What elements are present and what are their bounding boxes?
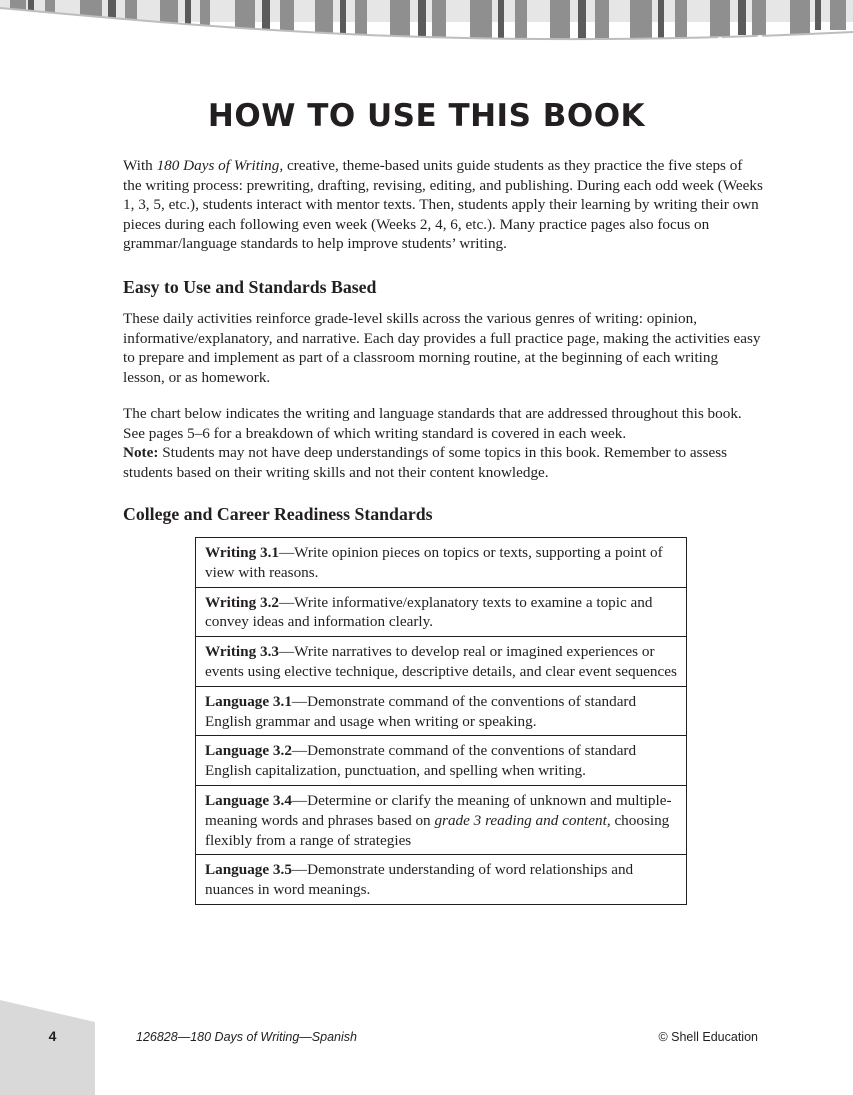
standard-row (196, 854, 686, 904)
standard-text-italic: grade 3 reading and content, (434, 811, 611, 829)
page-title: HOW TO USE THIS BOOK (207, 98, 646, 134)
standard-row (196, 587, 686, 637)
page-tab-decoration (0, 1000, 95, 1095)
footer-product-info: 126828—180 Days of Writing—Spanish (136, 1030, 357, 1044)
standard-code: Writing 3.1 (205, 544, 279, 561)
section-heading-standards: College and Career Readiness Standards (123, 504, 433, 524)
standards-table (195, 537, 687, 905)
chart-paragraph (123, 404, 763, 482)
standard-text: —Write opinion pieces on topics or texts, supporting a point of view with reasons. (205, 544, 663, 581)
standard-code: Language 3.2 (205, 742, 292, 760)
standard-row (196, 785, 686, 854)
header-banner-decoration (0, 0, 853, 60)
standard-row (196, 538, 686, 587)
intro-paragraph (123, 156, 763, 254)
note-text: Students may not have deep understandings of some topics in this book. Remember to assess students based on their writing skills and not their content knowledge. (123, 444, 728, 481)
standard-text: —Write narratives to develop real or imagined experiences or events using elective technique, descriptive details, and clear event sequences (205, 643, 677, 680)
standard-code: Language 3.1 (205, 692, 292, 710)
book-title: 180 Days of Writing, (156, 157, 284, 174)
standard-code: Language 3.4 (205, 791, 292, 809)
page-number: 4 (48, 1028, 57, 1044)
standard-code: Writing 3.2 (205, 593, 279, 611)
note-label: Note: (123, 444, 159, 461)
standard-text: —Demonstrate understanding of word relationships and nuances in word meanings. (205, 861, 634, 899)
standard-text: —Write informative/explanatory texts to examine a topic and convey ideas and information clearly. (205, 593, 653, 631)
intro-post: creative, theme-based units guide students as they practice the five steps of the writing process: prewriting, drafting, revising, editing, and publishing. During each odd week (Weeks 1, 3, 5, etc.), students interact with mentor texts. Then, students apply their learning by writing their own pieces during each following even week (Weeks 2, 4, 6, etc.). Many practice pages also focus on grammar/language standards to help improve students’ writing. (123, 157, 763, 252)
intro-pre: With (123, 157, 157, 174)
standard-text: —Determine or clarify the meaning of unknown and multiple-meaning words and phrases based on (205, 791, 672, 829)
standard-code: Language 3.5 (205, 861, 292, 879)
footer-publisher: © Shell Education (658, 1030, 758, 1044)
standard-row (196, 686, 686, 736)
standard-text-end: choosing flexibly from a range of strategies (205, 811, 670, 849)
easy-to-use-paragraph: These daily activities reinforce grade-level skills across the various genres of writing: opinion, informative/explanatory, and narrative. Each day provides a full practice page, making the activities easy to prepare and implement as part of a classroom morning routine, at the beginning of each writing lesson, or as homework. (123, 310, 761, 386)
standard-text: —Demonstrate command of the conventions of standard English grammar and usage when writing or speaking. (205, 692, 637, 730)
section-heading-easy-to-use: Easy to Use and Standards Based (123, 277, 377, 297)
standard-row (196, 636, 686, 686)
chart-intro-text: The chart below indicates the writing and language standards that are addressed throughout this book. See pages 5–6 for a breakdown of which writing standard is covered in each week. (123, 405, 742, 442)
standard-code: Writing 3.3 (205, 643, 279, 661)
standard-row (196, 735, 686, 785)
standard-text: —Demonstrate command of the conventions of standard English capitalization, punctuation, and spelling when writing. (205, 742, 637, 780)
